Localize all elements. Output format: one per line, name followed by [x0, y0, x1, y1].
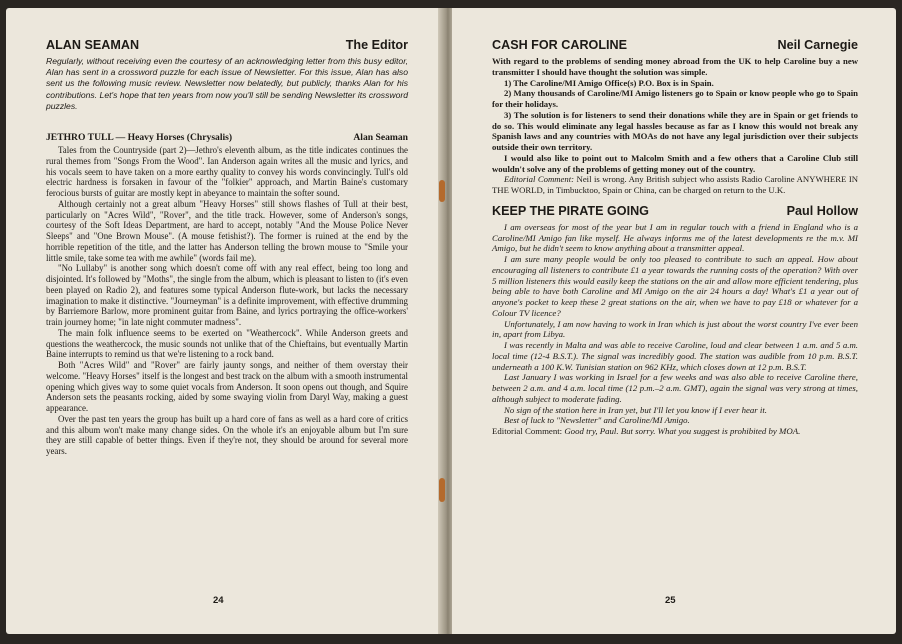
editor-header: [46, 38, 408, 52]
letter-paragraph: With regard to the problems of sending money abroad from the UK to help Caroline buy a new transmitter I should have thought the solution was simple.: [492, 56, 858, 77]
letter-paragraph: 2) Many thousands of Caroline/MI Amigo listeners go to Spain or know people who go to Spain for their holidays.: [492, 88, 858, 109]
review-paragraph: Both "Acres Wild" and "Rover" are fairly jaunty songs, and neither of them overstay their welcome. "Heavy Horses" itself is the longest and best track on the album with a smooth instrumental opening which gives way to some quiet vocals from Anderson. It soon opens out though, and Squire Anderson sets the peasants rocking, aided by some swaying violin from Daryl Way, making a guest appearance.: [46, 360, 408, 414]
cash-body: [492, 56, 858, 196]
letter-paragraph: I was recently in Malta and was able to receive Caroline, loud and clear between 1 a.m. and 5 a.m. local time (12-4 B.S.T.). The signal was incredibly good. The station was audible from 10 p.m. B.S.T. underneath a 100 K.W. Tunisian station on 962 KHz, which closes down at 12 p.m. B.S.T.: [492, 340, 858, 372]
review-paragraph: Although certainly not a great album "Heavy Horses" still shows flashes of Tull at their best, particularly on "Acres Wild", "Rover", and the title track. However, some of Anderson's songs, courtesy of the Soft Ideas Department, are hard to accept, notably "And the Mouse Police Never Sleeps" and "One Brown Mouse". (A mouse fetishist?). The former is ruined at the end by the horrible repetition of the title, and the latter has Anderson telling the brown mouse to "Smile your little smile, take some tea with me awhile" (words fail me).: [46, 198, 408, 263]
editorial-text: Good try, Paul. But sorry. What you suggest is prohibited by MOA.: [562, 426, 801, 436]
left-column: [46, 38, 408, 457]
staple-top: [439, 180, 445, 202]
letter-paragraph: Unfortunately, I am now having to work in Iran which is just about the worst country I've ever been in, apart from Libya.: [492, 318, 858, 340]
letter-paragraph: No sign of the station here in Iran yet, but I'll let you know if I ever hear it.: [504, 404, 767, 415]
review-body: [46, 145, 408, 457]
editor-title: ALAN SEAMAN: [46, 38, 140, 52]
editorial-label: Editorial Comment:: [504, 174, 575, 185]
pirate-header: [492, 204, 858, 218]
letter-paragraph: Best of luck to "Newsletter" and Caroline/MI Amigo.: [504, 415, 690, 426]
letter-paragraph: 3) The solution is for listeners to send their donations while they are in Spain or get friends to do so. This would eliminate any legal hassles because as far as I know this would not break any Spanish laws and any countries with MOAs do not have any legal jurisdiction over their subjects outside their own territory.: [492, 109, 858, 152]
letter-paragraph: I am sure many people would be only too pleased to contribute to such an appeal. How about encouraging all listeners to contribute £1 a year towards the running costs of the operation? With over 5 million listeners this would easily keep the stations on the air and allow more efficient tendering, plus being able to have both Caroline and MI Amigo on the air 24 hours a day! What's £1 a year out of anyone's pocket to keep these 2 great stations on the air, when we have to pay £18 or whatever for a Colour TV licence?: [492, 254, 858, 318]
cash-author: Neil Carnegie: [777, 38, 858, 52]
review-author: Alan Seaman: [353, 132, 408, 144]
pirate-author: Paul Hollow: [786, 203, 858, 218]
page-number-left: 24: [213, 595, 224, 606]
editorial-text: Neil is wrong. Any British subject who assists Radio Caroline ANYWHERE IN THE WORLD, in Timbucktoo, Spain or China, can be charged on return to the U.K.: [492, 174, 858, 195]
page-25: [452, 8, 896, 634]
review-header: [46, 132, 408, 143]
editor-intro: Regularly, without receiving even the courtesy of an acknowledging letter from this busy editor, Alan has sent in a crossword puzzle for each issue of Newsletter. For this issue, Alan has also sent us the following music review. Newsletter now belatedly, but publicly, thanks Alan for his contributions. Let's hope that ten years from now you'll still be sending Newsletter its crossword puzzles.: [46, 56, 408, 111]
review-title: JETHRO TULL — Heavy Horses (Chrysalis): [46, 132, 233, 144]
editor-role: The Editor: [345, 38, 408, 52]
pirate-editorial: [492, 426, 858, 437]
pirate-title: KEEP THE PIRATE GOING: [492, 203, 649, 218]
pirate-body: [492, 222, 858, 437]
cash-header: [492, 38, 858, 52]
page-number-right: 25: [665, 595, 676, 606]
review-paragraph: Over the past ten years the group has built up a hard core of fans as well as a hard core of critics and this album won't make many change sides. On the whole it's an enjoyable album but I'm sure they are still capable of better things. Even if they're not, they should be around for several more years.: [46, 413, 408, 457]
letter-paragraph: Last January I was working in Israel for a few weeks and was also able to receive Caroline there, between 2 a.m. and 4 a.m. local time (12 p.m.–2 a.m. GMT), again the signal was very strong at times, although subject to moderate fading.: [492, 372, 858, 404]
staple-bottom: [439, 478, 445, 502]
letter-paragraph: I would also like to point out to Malcolm Smith and a few others that a Caroline Club still wouldn't solve any of the problems of getting money out of the country.: [492, 152, 858, 174]
review-paragraph: Tales from the Countryside (part 2)—Jethro's eleventh album, as the title indicates continues the rural themes from "Songs From the Wood". Ian Anderson again writes all the music and lyrics, and his vocals seem to have taken on a more earthy quality to convey his words convincingly. Tull's old electric hardness is forsaken in favour of the "folkier" approach, and Martin Baine's customary ferocious bursts of guitar are mostly kept in abeyance to maintain the softer sound.: [46, 145, 408, 199]
editorial-label: Editorial Comment:: [492, 426, 563, 436]
cash-editorial: [492, 174, 858, 196]
review-paragraph: The main folk influence seems to be exerted on "Weathercock". While Anderson greets and questions the weathercock, the music sounds not unlike that of the Chieftains, but eventually Martin Baine interrupts to remind us that we're listening to a rock band.: [46, 327, 408, 360]
letter-paragraph: I am overseas for most of the year but I am in regular touch with a friend in England who is a Caroline/MI Amigo fan like myself. He always informs me of the latest developments re the m.v. MI Amigo, but he didn't seem to know anything about a transmitter appeal.: [492, 221, 858, 254]
cash-title: CASH FOR CAROLINE: [492, 38, 628, 52]
letter-paragraph: 1) The Caroline/MI Amigo Office(s) P.O. Box is in Spain.: [504, 77, 714, 88]
page-24: [6, 8, 442, 634]
review-paragraph: "No Lullaby" is another song which doesn't come off with any real effect, being too long and disjointed. It's followed by "Moths", the single from the album, which is pleasant to listen to (it's even been played on Radio 2), and features some typical Anderson flute-work, but lacks the necessary imagination to make it distinctive. "Journeyman" is a definite improvement, with effective drumming by Barriemore Barlow, more prominent guitar from Baine, and lyrics portraying the office-workers' train journey home; "in late night commuter madness".: [46, 263, 408, 328]
right-column: [492, 38, 858, 437]
